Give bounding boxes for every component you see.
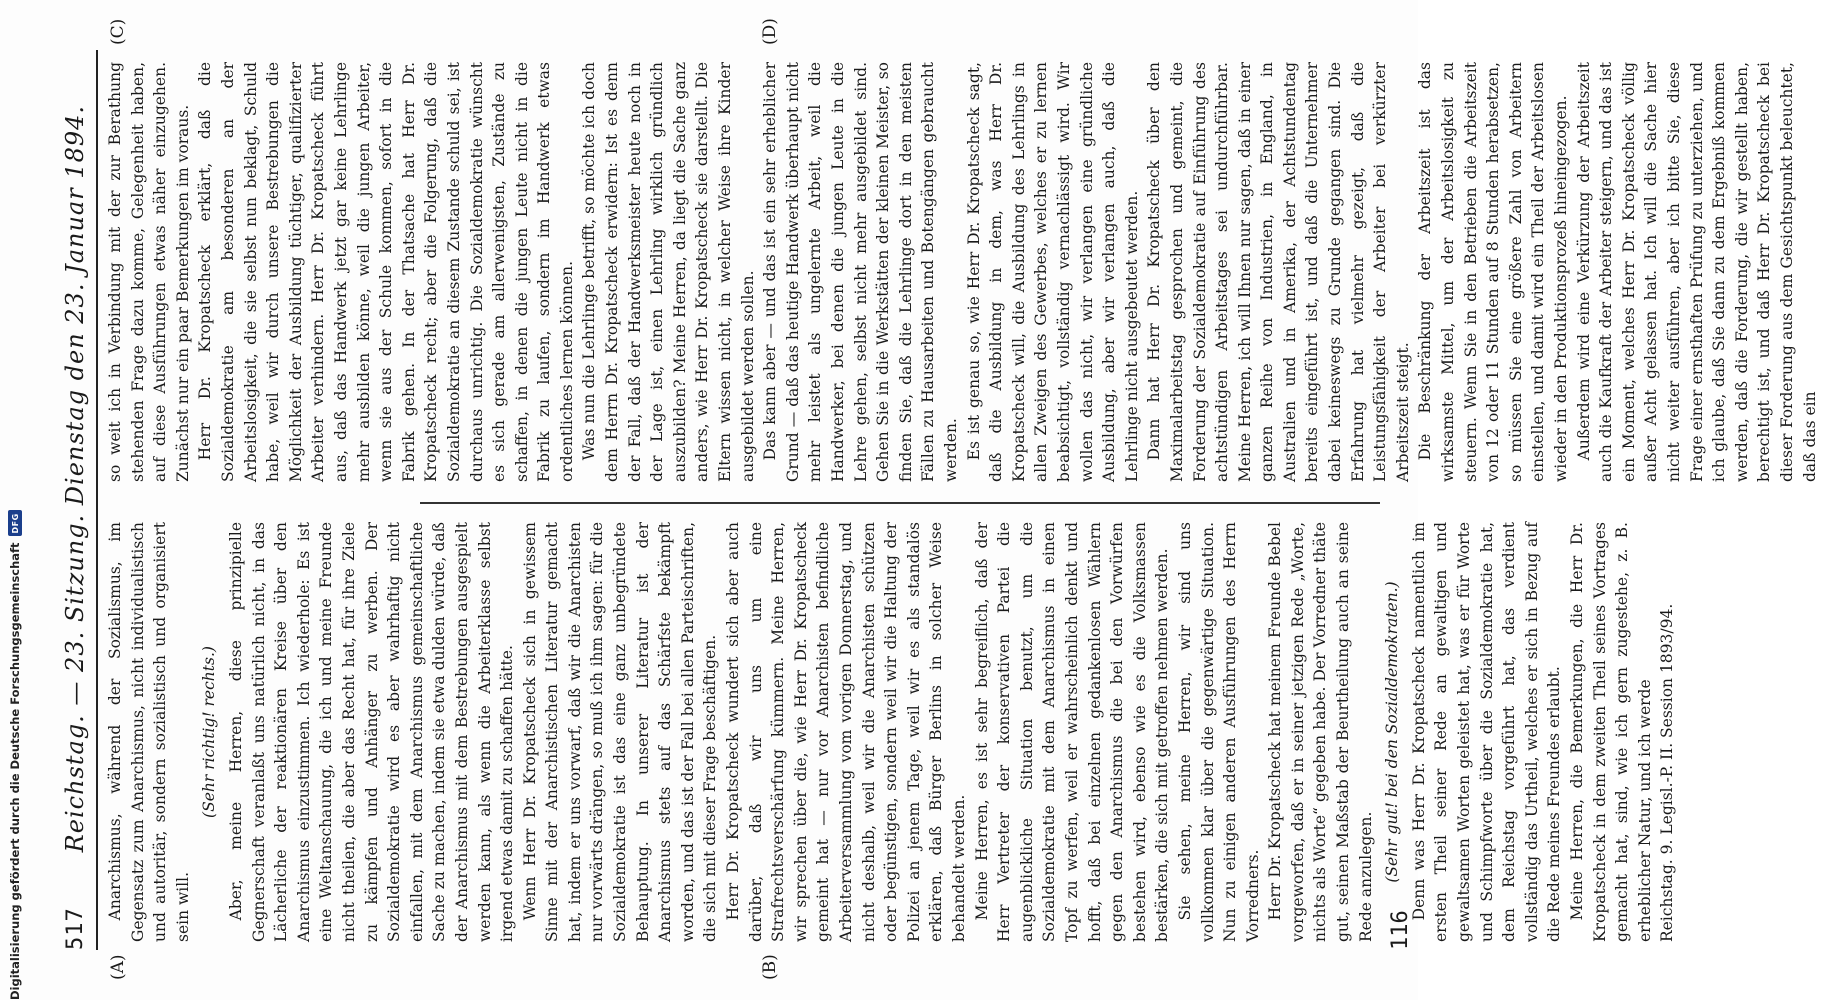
left-column-paragraph: Anarchismus, während der Sozialismus, im Gegensatz zum Anarchismus, nicht individualistisch und autoritär, sondern sozialistisch und organisiert sein will. [106,522,192,942]
page-header [58,50,92,950]
left-column-paragraph: Sie sehen, meine Herren, wir sind uns vollkommen klar über die gegenwärtige Situation. Nun zu einigen anderen Ausführungen des Herrn Vorredners. [1175,522,1262,942]
header-rule [96,50,98,950]
left-column-paragraph: Herr Dr. Kropatscheck wundert sich aber auch darüber, daß wir uns um eine Strafrechtsverschärfung kümmern. Meine Herren, wir sprechen über die, wie Herr Dr. Kropatscheck gemeint hat — nur vor Anarchisten befindliche Arbeiterversammlung vom vorigen Donnerstag, und nicht deshalb, weil wir die Anarchisten schützen oder begünstigen, sondern weil wir die Haltung der Polizei an jenem Tage, weil wir es als standalös erklären, daß Bürger Berlins in solcher Weise behandelt werden. [724,522,968,942]
left-column-paragraph: Herr Dr. Kropatscheck hat meinem Freunde Bebel vorgeworfen, daß er in seiner jetzigen Rede „Worte, nichts als Worte“ gegeben habe. Der Vorredner thäte gut, seinen Maßstab der Beurtheilung auch an seine Rede anzulegen. [1266,522,1375,942]
digitization-credit [6,0,24,1000]
margin-marker-c: (C) [108,18,128,45]
left-column-paragraph: Reichstag. 9. Legisl.-P. II. Session 1893/94. [1658,603,1677,942]
footer-page-number: 116 [1388,910,1413,950]
left-column-paragraph: Meine Herren, es ist sehr begreiflich, daß der Herr Vertreter der konservativen Partei die augenblickliche Situation benutzt, um die Sozialdemokratie mit dem Anarchismus in einen Topf zu werfen, weil er wahrscheinlich denkt und hofft, daß bei einzelnen gedankenlosen Wählern gegen den Anarchismus die bei den Vorwürfen bestehen wird, ebenso wie es die Volksmassen bestärken, die sich mit getroffen nehmen werden. [972,522,1172,942]
right-column-paragraph: Die Beschränkung der Arbeitszeit ist das wirksamste Mittel, um der Arbeitslosigkeit zu steuern. Wenn Sie in den Betrieben die Arbeitszeit von 12 oder 11 Stunden auf 8 Stunden herabsetzen, so müssen Sie eine größere Zahl von Arbeitern einstellen, und damit wird ein Theil der Arbeitslosen wieder in den Produktionsprozeß hineingezogen. [1416,62,1570,482]
left-column-paragraph: Wenn Herr Dr. Kropatscheck sich in gewissem Sinne mit der Anarchistischen Literatur gemacht hat, indem er uns vorwarf, daß wir die Anarchisten nur vorwärts drängen, so muß ich ihm sagen: für die Sozialdemokratie ist das eine ganz unbegründete Behauptung. In unserer Literatur ist der Anarchismus stets auf das Schärfste bekämpft worden, und das ist der Fall bei allen Parteischriften, die sich mit dieser Frage beschäftigen. [520,522,720,942]
left-column-paragraph: Aber, meine Herren, diese prinzipielle Gegnerschaft veranlaßt uns natürlich nicht, in das Lächerliche der reaktionären Kreise über den Anarchismus einzustimmen. Ich wiederhole: Es ist eine Weltanschauung, die ich und meine Freunde nicht theilen, die aber das Recht hat, für ihre Ziele zu kämpfen und Anhänger zu werben. Der Sozialdemokratie wird es aber wahrhaftig nicht einfallen, mit dem Anarchismus gemeinschaftliche Sache zu machen, indem sie etwa dulden würde, daß der Anarchismus mit dem Bestrebungen ausgespielt werden kann, als wenn die Arbeiterklasse selbst irgend etwas damit zu schaffen hätte. [226,522,517,942]
right-column-paragraph: Das kann aber — und das ist ein sehr erheblicher Grund — daß das heutige Handwerk überhaupt nicht mehr leistet als ungelernte Arbeit, weil die Handwerker, bei denen die jungen Leute in die Lehre gehen, selbst nicht mehr ausgebildet sind. Gehen Sie in die Werkstätten der kleinen Meister, so finden Sie, daß die Lehrlinge dort in den meisten Fällen zu Hausarbeiten und Botengängen gebraucht werden. [761,62,960,482]
margin-marker-a: (A) [108,954,128,980]
dfg-logo-icon: DFG [8,510,22,536]
right-column-paragraph: Was nun die Lehrlinge betrifft, so möchte ich doch dem Herrn Dr. Kropatscheck erwidern: Ist es denn der Fall, daß der Handwerksmeister heute noch in der Lage ist, einen Lehrling wirklich gründlich auszubilden? Meine Herren, da liegt die Sache ganz anders, wie Herr Dr. Kropatscheck sie darstellt. Die Eltern wissen nicht, in welcher Weise ihre Kinder ausgebildet werden sollen. [580,62,757,482]
left-column-paragraph: (Sehr richtig! rechts.) [200,646,219,818]
right-column-paragraph: so weit ich in Verbindung mit der zur Berathung stehenden Frage dazu komme, Gelegenheit haben, auf diese Ausführungen etwas näher einzugehen. Zunächst nur ein paar Bemerkungen im voraus. [106,62,192,482]
right-column-paragraph: Dann hat Herr Dr. Kropatscheck über den Maximalarbeitstag gesprochen und gemeint, die Forderung der Sozialdemokratie auf Einführung des achtstündigen Arbeitstages sei undurchführbar. Meine Herren, ich will Ihnen nur sagen, daß in einer ganzen Reihe von Industrien, in England, in Australien und in Amerika, der Achtstundentag bereits eingeführt ist, und daß die Unternehmer dabei keineswegs zu Grunde gegangen sind. Die Erfahrung hat vielmehr gezeigt, daß die Leistungsfähigkeit der Arbeiter bei verkürzter Arbeitszeit steigt. [1145,62,1412,482]
right-column [104,62,1819,482]
header-page-number: 517 [62,907,88,950]
margin-marker-d: (D) [760,18,780,45]
left-column-paragraph: Meine Herren, die Bemerkungen, die Herr Dr. Kropatscheck in dem zweiten Theil seines Vortrages gemacht hat, sind, wie ich gern zugestehe, z. B. erheblicher Natur, und ich werde [1568,522,1654,942]
column-rule [420,502,1380,504]
left-column-paragraph: (Sehr gut! bei den Sozialdemokraten.) [1383,581,1402,883]
left-column-paragraph: Denn was Herr Dr. Kropatscheck namentlich im ersten Theil seiner Rede an gewaltigen und gewaltsamen Worten geleistet hat, was er für Worte und Schimpfworte über die Sozialdemokratie hat, dem Reichstag vorgeführt hat, das verdient vollständig das Urtheil, welches er sich in Bezug auf die Rede meines Freundes erlaubt. [1409,522,1564,942]
right-column-paragraph: Es ist genau so, wie Herr Dr. Kropatscheck sagt, daß die Ausbildung in dem, was Herr Dr. Kropatscheck will, die Ausbildung des Lehrlings in allen Zweigen des Gewerbes, welches er zu lernen beabsichtigt, vollständig vernachlässigt wird. Wir wollen das nicht, wir verlangen eine gründliche Ausbildung, aber wir verlangen auch, daß die Lehrlinge nicht ausgebeutet werden. [964,62,1141,482]
margin-marker-b: (B) [760,954,780,980]
right-column-paragraph: Herr Dr. Kropatscheck erklärt, daß die Sozialdemokratie am besonderen an der Arbeitslosigkeit, die sie selbst nun beklagt, Schuld habe, weil wir durch unsere Bestrebungen die Möglichkeit der Ausbildung tüchtiger, qualifizierter Arbeiter verhindern. Herr Dr. Kropatscheck führt aus, daß das Handwerk jetzt gar keine Lehrlinge mehr ausbilden könne, weil die jungen Arbeiter, wenn sie aus der Schule kommen, sofort in die Fabrik gehen. In der Thatsache hat Herr Dr. Kropatscheck recht; aber die Folgerung, daß die Sozialdemokratie an diesem Zustande schuld sei, ist durchaus unrichtig. Die Sozialdemokratie wünscht es sich gerade am allerwenigsten, Zustände zu schaffen, in denen die jungen Leute nicht in die Fabrik zu laufen, sondern im Handwerk etwas ordentliches lernen können. [196,62,576,482]
right-column-paragraph: Außerdem wird eine Verkürzung der Arbeitszeit auch die Kaufkraft der Arbeiter steigern, und das ist ein Moment, welches Herr Dr. Kropatscheck völlig außer Acht gelassen hat. Ich will die Sache hier nicht weiter ausführen, aber ich bitte Sie, diese Frage einer ernsthaften Prüfung zu unterziehen, und ich glaube, daß Sie dann zu dem Ergebniß kommen werden, daß die Forderung, die wir gestellt haben, berechtigt ist, und daß Herr Dr. Kropatscheck bei dieser Forderung aus dem Gesichtspunkt beleuchtet, daß das ein [1574,62,1819,482]
credit-text: Digitalisierung gefördert durch die Deutsche Forschungsgemeinschaft [8,542,22,1000]
header-title: Reichstag. — 23. Sitzung. Dienstag den 23. Januar 1894. [61,104,89,853]
